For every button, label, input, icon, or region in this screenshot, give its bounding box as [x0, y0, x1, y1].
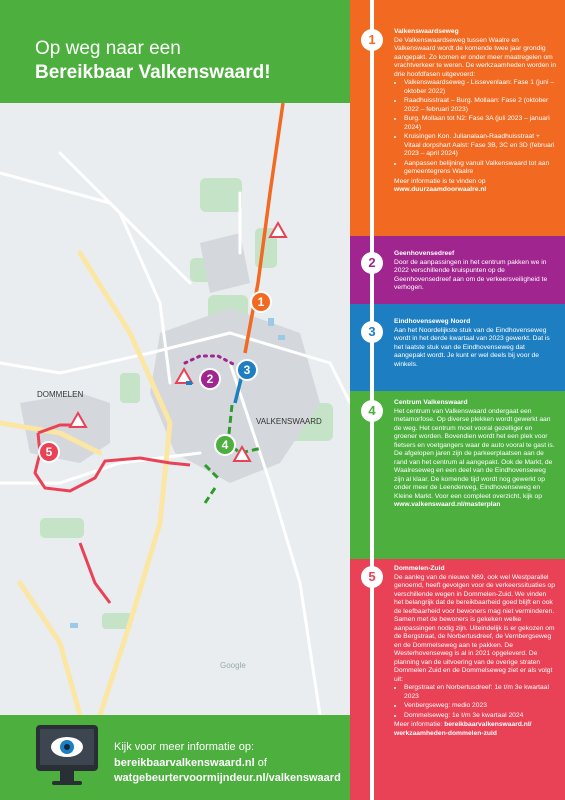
section-text: Het centrum van Valkenswaard ondergaat een metamorfose. Op diverse plekken wordt gewerkt aan de weg. Het centrum moet vooral gezelliger en groener worden. Bovendien wordt het een plek voor fietsers en voetgangers waar de auto vooral te gast is. De afgelopen jaren zijn de parkeerplaatsen aan de rand van het centrum al aangepakt. Ook de Markt, de Waalreseweg en een deel van de Eindhovenseweg zijn al klaar. De komende tijd wordt nog gewerkt op onder meer de Leenderweg, Eindhovenseweg en Kleine Markt. Voor een compleet overzicht, kijk op [394, 407, 555, 500]
town-label-valkenswaard: VALKENSWAARD [256, 417, 322, 426]
section-number: 2 [361, 252, 383, 274]
planning-list [404, 684, 557, 720]
page-title-line1: Op weg naar een [35, 38, 181, 59]
monitor-eye-icon [34, 719, 100, 797]
more-info-text: Meer informatie: [394, 721, 443, 728]
footer-line2 [114, 757, 267, 769]
section-body [394, 250, 557, 293]
timeline-line [370, 304, 374, 391]
section-valkenswaardseweg [350, 0, 565, 236]
road-works-map[interactable] [0, 103, 350, 715]
list-item: • Venbergseweg: medio 2023 [404, 702, 557, 711]
phase-list [404, 79, 557, 177]
more-info-link[interactable]: bereikbaarvalkenswaard.nl/ werkzaamheden-dommelen-zuid [394, 721, 532, 737]
section-number: 5 [361, 566, 383, 588]
footer-link-bereikbaar[interactable]: bereikbaarvalkenswaard.nl [114, 757, 255, 769]
section-title: Geenhovensedreef [394, 250, 455, 257]
info-column [350, 0, 565, 800]
footer-or: of [254, 757, 267, 769]
town-label-dommelen: DOMMELEN [37, 390, 84, 399]
map-graphic [0, 103, 350, 715]
masterplan-link[interactable]: www.valkenswaard.nl/masterplan [394, 501, 501, 508]
list-item: • Bergstraat en Norbertusdreef: 1e t/m 3e kwartaal 2023 [404, 684, 557, 701]
timeline-line [370, 559, 374, 800]
map-pin-3[interactable]: 3 [236, 359, 258, 381]
footer-banner [0, 715, 350, 800]
section-number: 3 [361, 321, 383, 343]
list-item: • Raadhuisstraat – Burg. Mollaan: Fase 2 (oktober 2022 – februari 2023) [404, 97, 557, 114]
section-title: Eindhovenseweg Noord [394, 318, 471, 325]
section-centrum-valkenswaard [350, 391, 565, 559]
section-body [394, 28, 557, 195]
section-title: Dommelen-Zuid [394, 565, 445, 572]
list-item: • Kruisingen Kon. Julianalaan-Raadhuisstraat + Vitaal dorpshart Aalst: Fase 3B, 3C en 3D (februari 2023 – april 2024) [404, 133, 557, 159]
list-item: • Valkenswaardseweg - Lissevenlaan: Fase 1 (juni – oktober 2022) [404, 79, 557, 96]
section-body [394, 318, 557, 369]
footer-link-watgebeurt[interactable]: watgebeurtervoormijndeur.nl/valkenswaard [114, 772, 341, 784]
section-number: 4 [361, 400, 383, 422]
section-text: De aanleg van de nieuwe N69, ook wel Westparallel genoemd, heeft gevolgen voor de verkeerssituaties op verschillende wegen in Dommelen-Zuid. We vinden het belangrijk dat de bereikbaarheid goed blijft en ook de leefbaarheid voor bewoners mag niet verminderen. Samen met de bewoners is gekeken welke aanpassingen nodig zijn. Uiteindelijk is er gekozen om de Bergstraat, de Norbertusdreef, de Vernbergseweg en de Dommelseweg aan te pakken. De Westerhovenseweg is al in 2021 opgeleverd. De planning van de uitvoering van de overige straten Dommelen Zuid en de Dommelseweg ziet er als volgt uit: [394, 573, 555, 683]
section-geenhovensedreef [350, 236, 565, 304]
map-pin-1[interactable]: 1 [250, 291, 272, 313]
list-item: • Burg. Mollaan tot N2: Fase 3A (juli 2023 – januari 2024) [404, 115, 557, 132]
more-info-link[interactable]: www.duurzaamdoorwaalre.nl [394, 186, 487, 193]
section-text: Door de aanpassingen in het centrum pakken we in 2022 verschillende kruispunten op de Geenhovensedreef aan om de verkeersveiligheid te verhogen. [394, 258, 548, 291]
page-title-line2: Bereikbaar Valkenswaard! [35, 62, 271, 83]
map-pin-4[interactable]: 4 [214, 434, 236, 456]
section-number: 1 [361, 29, 383, 51]
section-title: Centrum Valkenswaard [394, 399, 468, 406]
section-eindhovenseweg-noord [350, 304, 565, 391]
footer-intro: Kijk voor meer informatie op: [114, 741, 254, 753]
map-attribution: Google [220, 661, 246, 670]
header-banner [0, 0, 350, 103]
section-body [394, 565, 557, 738]
more-info-text: Meer informatie is te vinden op [394, 177, 486, 185]
section-title: Valkenswaardseweg [394, 28, 459, 35]
section-text: De Valkenswaardseweg tussen Waalre en Valkenswaard wordt de komende twee jaar grondig aangepakt. Zo komen er onder meer maatregelen om vrachtverkeer te weren. De werkzaamheden worden in drie hoofdfasen uitgevoerd: [394, 36, 557, 78]
map-pin-2[interactable]: 2 [199, 368, 221, 390]
map-pin-5[interactable]: 5 [38, 441, 60, 463]
list-item: • Aanpassen belijning vanuit Valkenswaard tot aan gemeentegrens Waalre [404, 160, 557, 177]
more-info-line [394, 721, 557, 738]
section-body [394, 399, 557, 510]
section-text: Aan het Noordelijkste stuk van de Eindhovenseweg wordt in het derde kwartaal van 2023 gewerkt. Dat is het laatste stuk van de Eindhovenseweg dat aangepakt wordt. Je kunt er wel deels bij voor de winkels. [394, 326, 550, 368]
section-dommelen-zuid [350, 559, 565, 800]
list-item: • Dommelseweg: 1e t/m 3e kwartaal 2024 [404, 712, 557, 721]
